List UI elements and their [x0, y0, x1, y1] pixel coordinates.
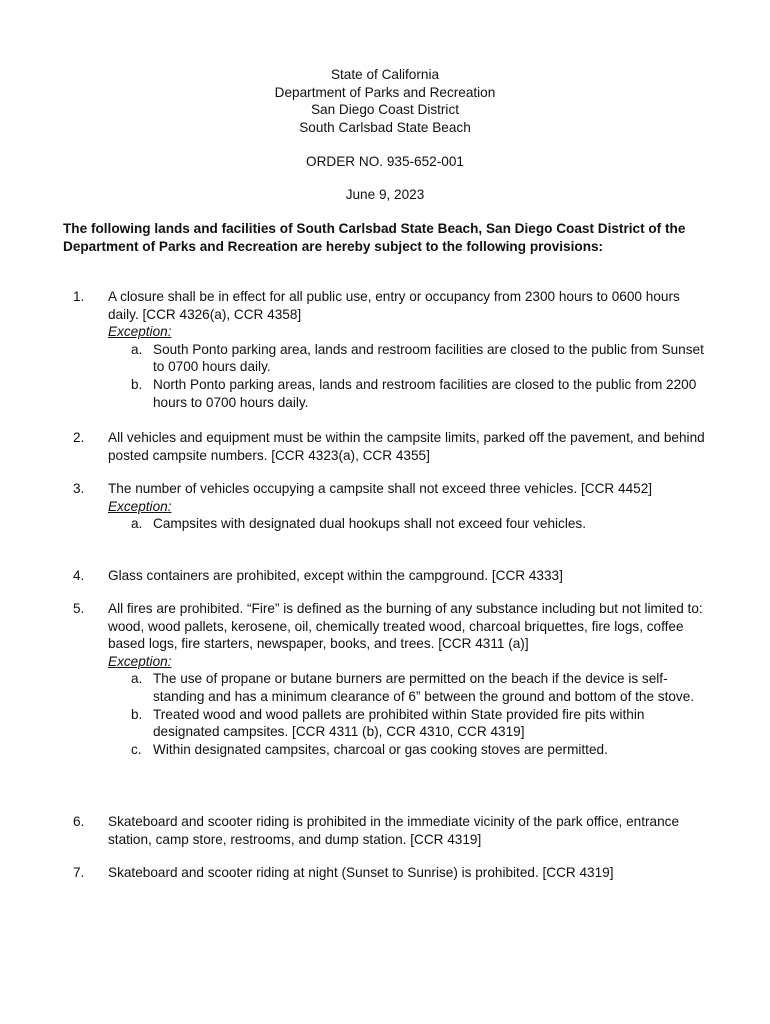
provision-number: 4.	[73, 568, 85, 583]
exception-item	[108, 341, 713, 376]
provision-text: Glass containers are prohibited, except within the campground. [CCR 4333]	[108, 568, 563, 583]
exception-text: The use of propane or butane burners are permitted on the beach if the device is self-standing and has a minimum clearance of 6” between the ground and bottom of the stove.	[153, 671, 695, 704]
header-beach: South Carlsbad State Beach	[299, 119, 471, 135]
provision-number: 5.	[73, 601, 85, 616]
provision-3	[63, 480, 713, 533]
provision-text: Skateboard and scooter riding at night (Sunset to Sunrise) is prohibited. [CCR 4319]	[108, 865, 614, 880]
exception-item	[108, 741, 713, 759]
exception-text: Within designated campsites, charcoal or gas cooking stoves are permitted.	[153, 741, 608, 757]
header-department: Department of Parks and Recreation	[274, 84, 496, 100]
provision-text: A closure shall be in effect for all public use, entry or occupancy from 2300 hours to 0600 hours daily. [CCR 4326(a), CCR 4358]	[108, 289, 680, 322]
exception-letter: b.	[131, 376, 143, 392]
provision-number: 6.	[73, 814, 85, 829]
provision-6	[63, 813, 713, 848]
intro-paragraph: The following lands and facilities of South Carlsbad State Beach, San Diego Coast District of the Department of Parks and Recreation are hereby subject to the following provisions:	[63, 221, 686, 254]
provision-number: 7.	[73, 865, 85, 880]
provision-number: 3.	[73, 481, 85, 496]
provision-number: 2.	[73, 430, 85, 445]
exception-item	[108, 515, 713, 533]
order-date: June 9, 2023	[345, 187, 425, 202]
header-district: San Diego Coast District	[310, 102, 460, 118]
provision-text: The number of vehicles occupying a campsite shall not exceed three vehicles. [CCR 4452]	[108, 481, 653, 496]
exception-letter: a.	[131, 516, 143, 532]
order-number: ORDER NO. 935-652-001	[306, 154, 464, 169]
provision-text: Skateboard and scooter riding is prohibited in the immediate vicinity of the park office, entrance station, camp store, restrooms, and dump station. [CCR 4319]	[108, 814, 680, 847]
exception-letter: b.	[131, 706, 143, 722]
provision-7	[63, 864, 713, 882]
exception-letter: a.	[131, 671, 143, 687]
exception-label: Exception:	[108, 498, 172, 514]
exception-text: North Ponto parking areas, lands and restroom facilities are closed to the public from 2200 hours to 0700 hours daily.	[153, 376, 697, 410]
document-header	[0, 66, 770, 136]
exception-text: Campsites with designated dual hookups shall not exceed four vehicles.	[153, 516, 586, 532]
exception-text: South Ponto parking area, lands and restroom facilities are closed to the public from Sunset to 0700 hours daily.	[153, 341, 704, 375]
provision-1	[63, 288, 713, 411]
exception-item	[108, 706, 713, 741]
header-state: State of California	[330, 67, 440, 82]
provision-text: All vehicles and equipment must be within the campsite limits, parked off the pavement, and behind posted campsite numbers. [CCR 4323(a), CCR 4355]	[108, 430, 705, 463]
exception-text: Treated wood and wood pallets are prohibited within State provided fire pits within designated campsites. [CCR 4311 (b), CCR 4310, CCR 4319]	[153, 706, 645, 740]
exception-letter: c.	[131, 741, 142, 757]
exception-item	[108, 670, 713, 705]
provision-number: 1.	[73, 289, 85, 304]
exception-letter: a.	[131, 341, 143, 357]
provision-4	[63, 567, 713, 585]
provision-text: All fires are prohibited. “Fire” is defined as the burning of any substance including but not limited to: wood, wood pallets, kerosene, oil, chemically treated wood, charcoal briquettes, fire logs, coffee based logs, fire starters, newspaper, books, and trees. [CCR 4311 (a)]	[108, 601, 703, 652]
exception-label: Exception:	[108, 653, 172, 669]
provision-2	[63, 429, 713, 464]
exception-label: Exception:	[108, 324, 172, 340]
provision-5	[63, 600, 713, 758]
exception-item	[108, 376, 713, 411]
